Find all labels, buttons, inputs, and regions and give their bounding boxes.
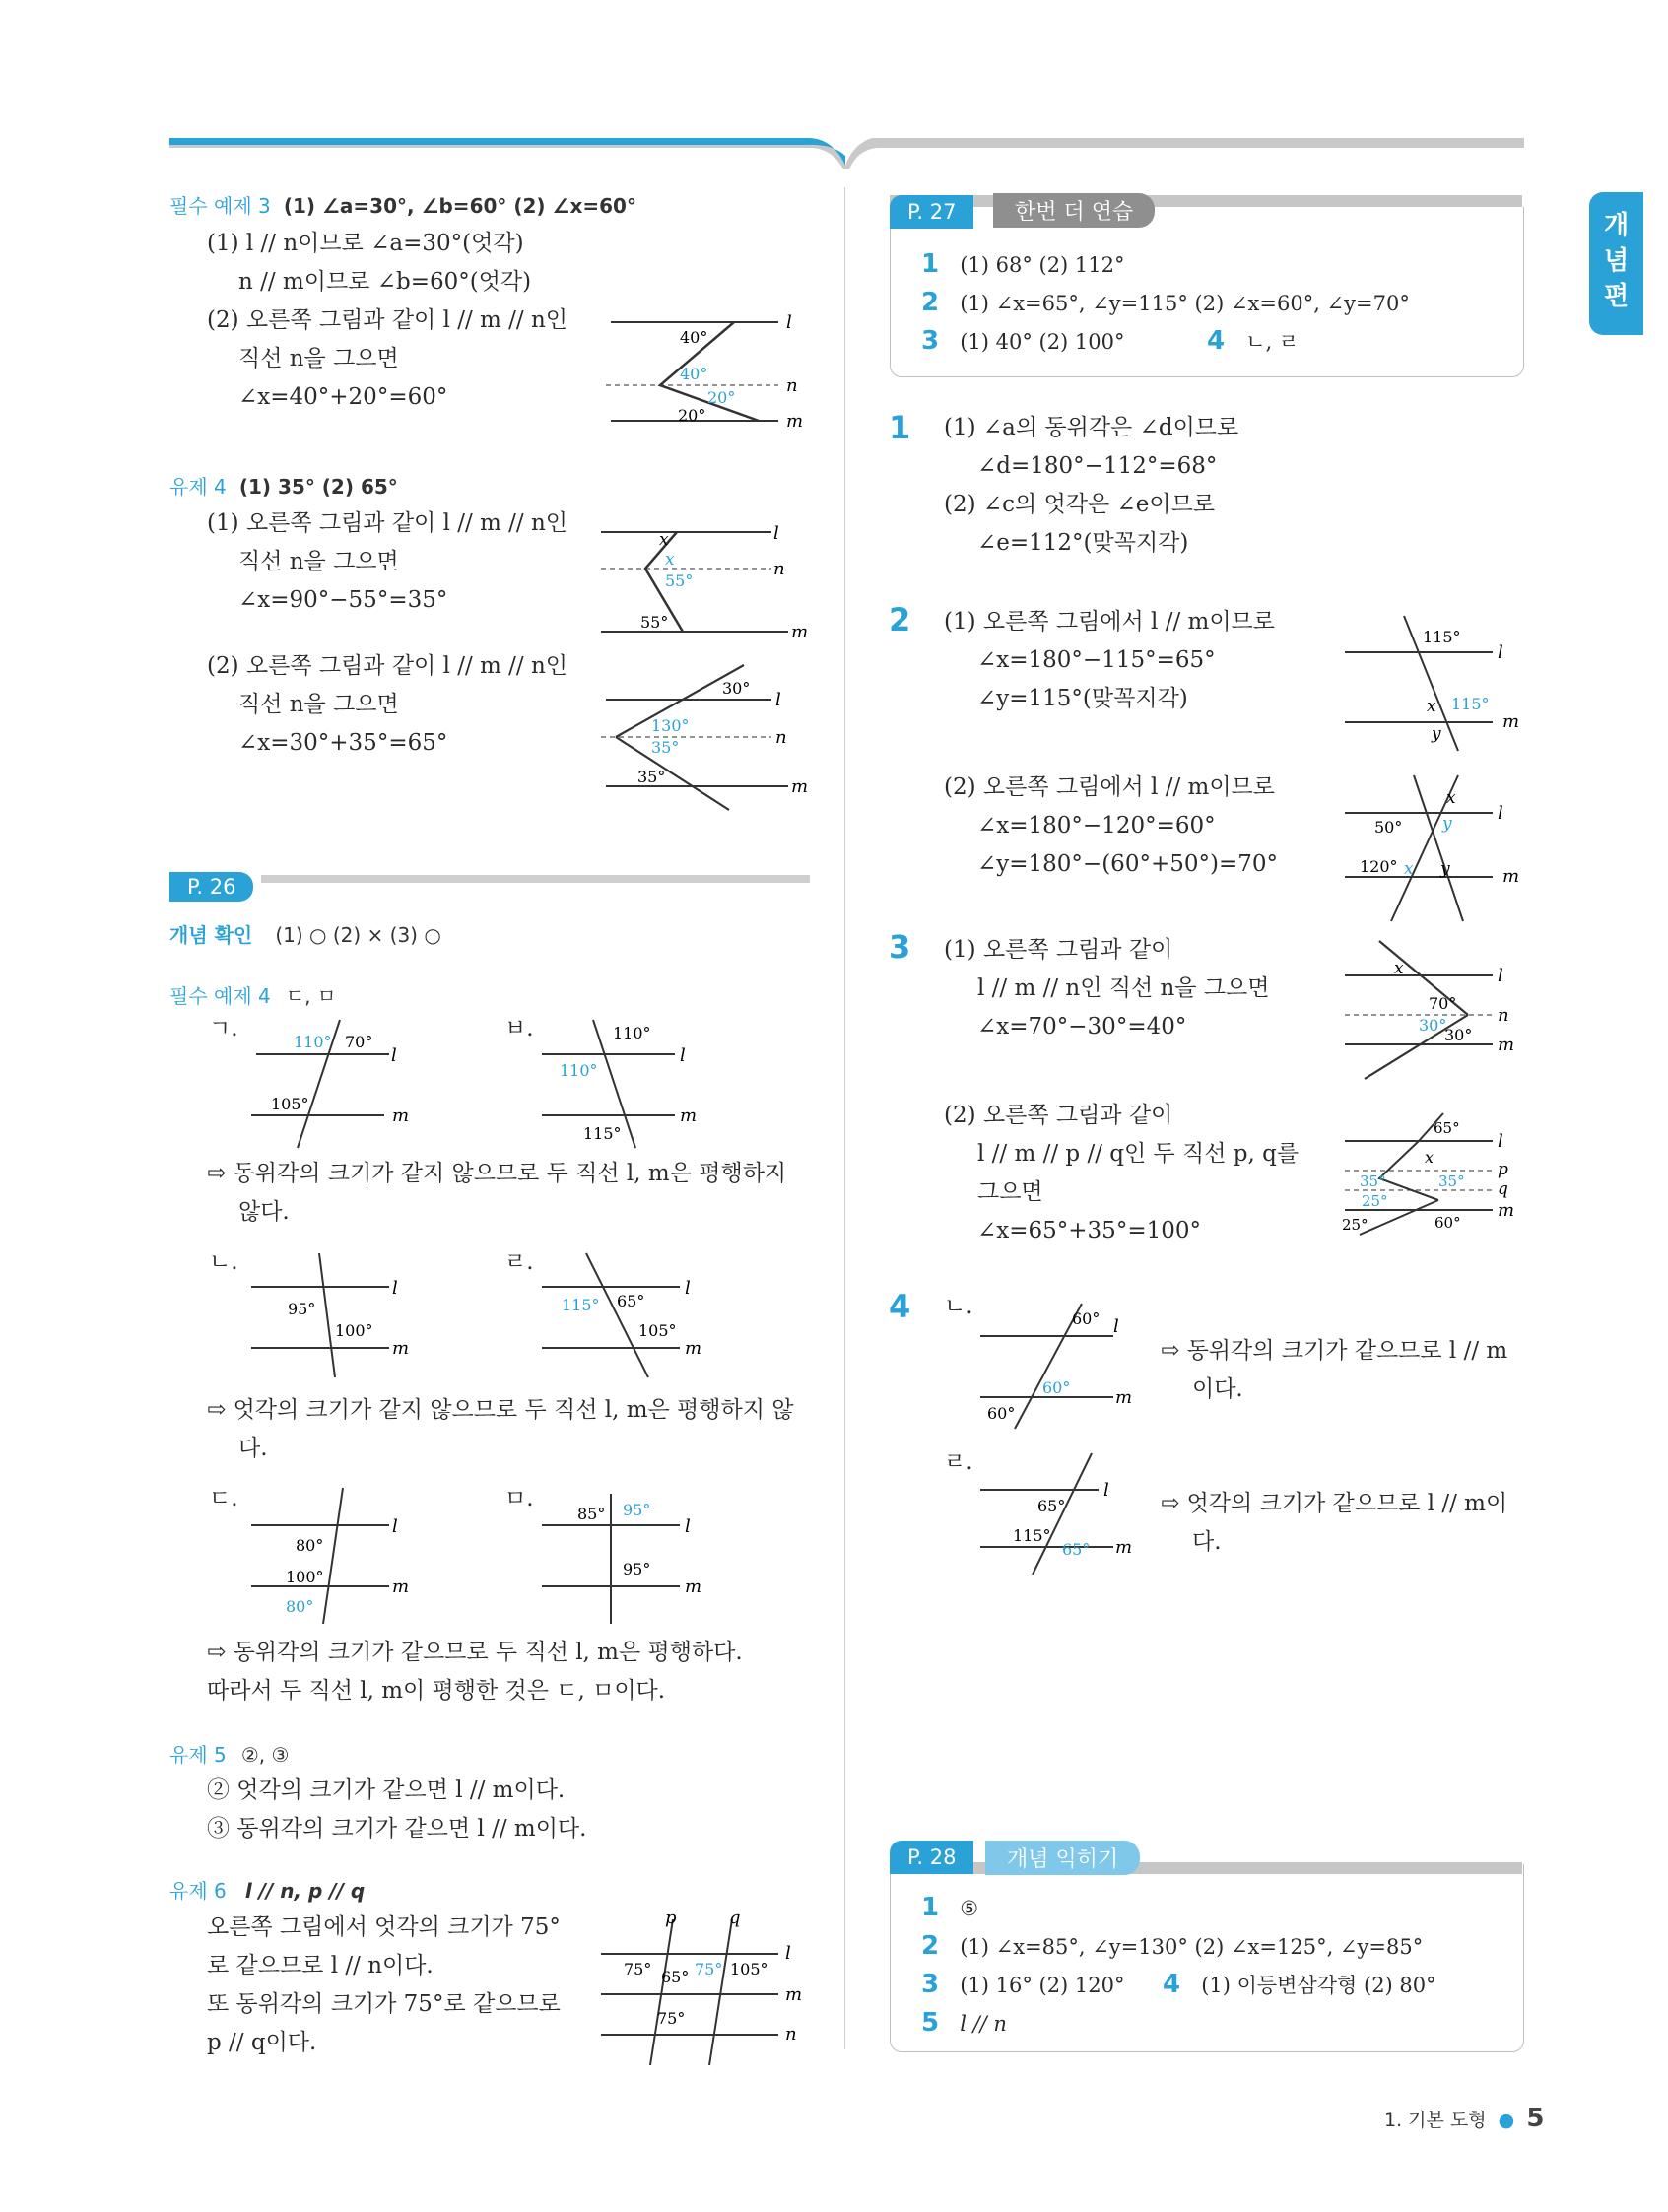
line-label: p [665,1910,677,1928]
line-label: l [785,1943,791,1964]
p26-pill: P. 26 [169,872,253,902]
row-number: 2 [921,1931,940,1961]
s2-line: (2) 오른쪽 그림에서 l // m이므로 [944,774,1275,800]
line-label: m [786,411,804,432]
s3-line: (2) 오른쪽 그림과 같이 [944,1103,1173,1128]
choice-mark: ㄹ. [504,1249,534,1275]
note-text: 다. [1192,1529,1222,1555]
line-label: m [392,1576,410,1597]
s3-line: (1) 오른쪽 그림과 같이 [944,937,1173,963]
s4-figure-2 [975,1448,1153,1576]
line-label: m [1502,866,1520,887]
p27-title: 한번 더 연습 [993,193,1155,228]
s2-line: (1) 오른쪽 그림에서 l // m이므로 [944,609,1275,635]
angle-label: 35° [637,768,666,786]
angle-label: y [1440,859,1450,879]
angle-label: 30° [1419,1016,1447,1035]
yu4-line: (1) 오른쪽 그림과 같이 l // m // n인 [207,510,568,536]
ex3-line: n // m이므로 ∠b=60°(엇각) [238,269,532,295]
yu4-label: 유제 4 [169,475,227,499]
ex4-answer: ㄷ, ㅁ [285,984,337,1008]
line-label: l [685,1278,691,1299]
s2-line: ∠y=180°−(60°+50°)=70° [977,851,1278,877]
page-number: 5 [1526,2104,1545,2133]
side-tab [1589,192,1643,335]
angle-label: 60° [1434,1214,1461,1232]
side-tab-char: 개 [1603,211,1630,240]
row-text: (1) 40° (2) 100° [960,330,1125,354]
angle-label: 75° [624,1960,652,1978]
ex4-label: 필수 예제 4 [169,984,271,1008]
s3-figure-2 [1340,1111,1537,1240]
s2-line: ∠y=115°(맞꼭지각) [977,686,1188,711]
angle-label: 115° [1013,1526,1051,1545]
line-label: m [791,776,809,797]
p27-pill: P. 27 [890,195,973,229]
yu6-line: 오른쪽 그림에서 엇각의 크기가 75° [207,1914,561,1940]
yu5-label: 유제 5 [169,1743,227,1767]
note-text: ⇨ 동위각의 크기가 같지 않으므로 두 직선 l, m은 평행하지 [207,1161,787,1186]
angle-label: 30° [722,679,751,698]
yu6-line: 또 동위각의 크기가 75°로 같으므로 [207,1991,561,2017]
p27-row [921,246,1125,284]
row-number: 3 [921,1970,940,1999]
s1-line: (2) ∠c의 엇각은 ∠e이므로 [944,492,1216,517]
p27-row [1207,323,1299,361]
angle-label: 95° [288,1300,316,1318]
line-label: m [1115,1387,1133,1408]
row-text: (1) 16° (2) 120° [960,1974,1125,1997]
angle-label: 75° [657,2009,686,2028]
angle-label: 130° [651,716,690,735]
line-label: m [791,622,809,642]
angle-label: 35° [651,738,680,757]
angle-label: 25° [1342,1216,1368,1234]
line-label: l [1498,642,1503,663]
line-label: q [729,1910,741,1928]
line-label: l [1498,1131,1503,1152]
row-number: 4 [1163,1970,1181,1999]
angle-label: 60° [1042,1378,1071,1397]
footer-chapter: 1. 기본 도형 [1384,2110,1487,2131]
line-label: l [391,1045,397,1066]
angle-label: 115° [1423,628,1461,646]
note-text: 다. [238,1436,268,1461]
choice-mark: ㄴ. [209,1249,238,1275]
angle-label: 60° [987,1404,1016,1423]
angle-label: 105° [730,1960,768,1978]
angle-label: 60° [1072,1309,1101,1328]
line-label: l [1113,1316,1119,1337]
line-label: m [1502,711,1520,732]
angle-label: y [1442,814,1452,834]
angle-label: 95° [623,1560,651,1578]
row-number: 4 [1207,326,1226,356]
line-label: m [685,1576,702,1597]
s2-figure-2 [1340,773,1537,926]
side-tab-char: 념 [1603,246,1630,276]
yu6-line: p // q이다. [207,2030,317,2055]
row-number: 1 [921,249,940,279]
angle-label: 40° [680,365,708,383]
angle-label: 40° [680,328,708,347]
angle-label: 35° [1360,1173,1386,1190]
fig-nieun [236,1251,434,1379]
note-text: 않다. [238,1199,290,1225]
angle-label: 110° [560,1061,598,1080]
ex3-label: 필수 예제 3 [169,194,271,218]
angle-label: y [1432,724,1441,744]
ex3-header [169,190,636,219]
row-number: 5 [921,2008,940,2038]
fig-rieul [532,1251,729,1379]
fig-mieum [532,1486,729,1629]
note-text: 따라서 두 직선 l, m이 평행한 것은 ㄷ, ㅁ이다. [207,1678,666,1704]
line-label: l [1103,1480,1109,1501]
angle-label: 100° [286,1568,324,1586]
concept-answer: (1) ○ (2) × (3) ○ [275,923,441,947]
line-label: m [685,1338,702,1359]
angle-label: 85° [577,1505,606,1523]
ex3-line: ∠x=40°+20°=60° [238,384,448,410]
angle-label: 50° [1374,818,1403,837]
yu6-figure [596,1910,813,2067]
angle-label: 25° [1362,1192,1388,1210]
angle-label: x [1394,959,1404,978]
yu4-figure-2 [596,660,813,818]
angle-label: 20° [678,406,706,425]
line-label: n [773,559,785,579]
yu4-line: 직선 n을 그으면 [238,692,399,717]
choice-mark: ㄱ. [209,1016,238,1041]
yu6-label: 유제 6 [169,1879,227,1903]
angle-label: 120° [1360,857,1398,876]
fig-bieup [532,1015,729,1153]
column-divider [844,187,845,2049]
angle-label: 30° [1444,1026,1473,1044]
angle-label: x [1404,859,1414,879]
choice-mark: ㅂ. [504,1016,534,1041]
s2-line: ∠x=180°−115°=65° [977,647,1216,673]
line-label: l [685,1516,691,1537]
choice-mark: ㄹ. [944,1449,973,1475]
angle-label: 55° [640,613,669,632]
p28-row [921,1967,1125,2004]
p28-row [921,2005,1007,2043]
line-label: m [392,1338,410,1359]
p28-pill: P. 28 [890,1841,973,1874]
angle-label: 110° [294,1033,332,1051]
s1-line: (1) ∠a의 동위각은 ∠d이므로 [944,415,1239,440]
angle-label: x [1425,1148,1434,1167]
yu4-line: ∠x=90°−55°=35° [238,587,448,613]
ex4-header [169,980,336,1009]
angle-label: 70° [345,1033,373,1051]
row-number: 3 [921,326,940,356]
choice-mark: ㄷ. [209,1486,238,1511]
yu6-header [169,1875,365,1904]
yu4-line: (2) 오른쪽 그림과 같이 l // m // n인 [207,653,568,679]
row-text: (1) ∠x=65°, ∠y=115° (2) ∠x=60°, ∠y=70° [960,292,1410,315]
row-text: (1) 68° (2) 112° [960,253,1125,277]
yu5-header [169,1739,289,1768]
yu4-line: ∠x=30°+35°=65° [238,730,448,756]
angle-label: 75° [695,1960,723,1978]
row-text: ⑤ [960,1897,979,1920]
yu6-answer: l // n, p // q [244,1879,366,1903]
s3-line: l // m // p // q인 두 직선 p, q를 [977,1141,1300,1167]
note-text: ⇨ 동위각의 크기가 같으므로 두 직선 l, m은 평행하다. [207,1640,743,1665]
yu4-line: 직선 n을 그으면 [238,549,399,574]
s1-line: ∠e=112°(맞꼭지각) [977,530,1189,556]
angle-label: 65° [1037,1497,1066,1515]
yu5-line: ② 엇각의 크기가 같으면 l // m이다. [207,1777,566,1803]
line-label: l [775,690,781,710]
row-number: 2 [921,288,940,317]
s2-figure-1 [1340,611,1537,754]
angle-label: x [1427,697,1436,716]
solution-number: 1 [889,409,911,446]
angle-label: 65° [661,1968,690,1986]
line-label: m [1498,1035,1515,1055]
s3-line: ∠x=70°−30°=40° [977,1014,1187,1039]
s2-line: ∠x=180°−120°=60° [977,813,1216,838]
s4-figure-1 [975,1299,1153,1432]
p28-header [890,1841,1522,1874]
line-label: l [786,312,792,333]
fig-giyeok [236,1015,434,1153]
angle-label: x [665,550,675,570]
s1-line: ∠d=180°−112°=68° [977,453,1218,479]
yu5-answer: ②, ③ [240,1743,290,1767]
s3-line: l // m // n인 직선 n을 그으면 [977,975,1270,1001]
line-label: m [1498,1200,1515,1221]
s3-figure-1 [1340,936,1537,1084]
choice-mark: ㄴ. [944,1294,973,1319]
p28-row [921,1890,978,1927]
line-label: m [1115,1537,1133,1558]
line-label: l [392,1278,398,1299]
line-label: m [680,1106,698,1126]
line-label: p [1498,1160,1508,1179]
p28-title: 개념 익히기 [985,1841,1140,1875]
line-label: q [1498,1179,1508,1199]
note-text: ⇨ 엇각의 크기가 같지 않으므로 두 직선 l, m은 평행하지 않 [207,1397,794,1423]
p27-row [921,285,1410,322]
angle-label: 65° [1062,1540,1091,1559]
row-text: ㄴ, ㄹ [1245,330,1300,354]
ex3-line: 직선 n을 그으면 [238,346,399,371]
line-label: n [775,727,787,748]
line-label: n [1498,1005,1509,1026]
p28-row [1163,1967,1436,2004]
p26-rule [261,875,810,883]
angle-label: 105° [271,1095,309,1113]
note-text: ⇨ 동위각의 크기가 같으므로 l // m [1161,1338,1508,1364]
line-label: l [773,523,779,544]
footer [1384,2104,1544,2133]
angle-label: 65° [1434,1119,1460,1137]
angle-label: 115° [562,1296,600,1314]
angle-label: x [1446,788,1456,808]
line-label: m [785,1984,803,2005]
line-label: l [680,1045,686,1066]
yu4-header [169,471,398,500]
solution-number: 2 [889,601,911,638]
choice-mark: ㅁ. [504,1486,534,1511]
angle-label: x [659,530,669,550]
side-tab-char: 편 [1603,282,1630,311]
line-label: l [392,1516,398,1537]
p28-row [921,1928,1423,1966]
footer-bullet-icon: ● [1498,2110,1515,2131]
s3-line: ∠x=65°+35°=100° [977,1218,1201,1243]
yu6-line: 로 같으므로 l // n이다. [207,1953,434,1978]
row-number: 1 [921,1893,940,1922]
p27-header [890,195,1522,225]
angle-label: 100° [335,1321,373,1340]
ex3-answer: (1) ∠a=30°, ∠b=60° (2) ∠x=60° [283,194,636,218]
yu4-figure-1 [596,517,813,645]
note-text: ⇨ 엇각의 크기가 같으므로 l // m이 [1161,1491,1508,1516]
line-label: l [1498,966,1503,986]
ex3-line: (2) 오른쪽 그림과 같이 l // m // n인 [207,307,568,333]
angle-label: 80° [286,1597,314,1616]
row-text: (1) 이등변삼각형 (2) 80° [1201,1974,1436,1997]
angle-label: 35° [1438,1173,1465,1190]
concept-check [169,919,441,948]
p27-row [921,323,1125,361]
angle-label: 95° [623,1501,651,1519]
angle-label: 80° [296,1536,324,1555]
solution-number: 4 [889,1288,911,1325]
concept-label: 개념 확인 [169,923,253,947]
angle-label: 55° [665,571,694,590]
row-text: (1) ∠x=85°, ∠y=130° (2) ∠x=125°, ∠y=85° [960,1935,1424,1959]
s3-line: 그으면 [977,1179,1043,1205]
row-text: l // n [960,2012,1007,2036]
note-text: 이다. [1192,1376,1243,1402]
angle-label: 70° [1429,994,1457,1013]
ex3-line: (1) l // n이므로 ∠a=30°(엇각) [207,231,524,256]
solution-number: 3 [889,928,911,966]
angle-label: 110° [613,1024,651,1042]
yu4-answer: (1) 35° (2) 65° [238,475,398,499]
ex3-figure [601,310,818,438]
line-label: n [786,375,798,396]
line-label: m [392,1106,410,1126]
yu5-line: ③ 동위각의 크기가 같으면 l // m이다. [207,1816,587,1842]
angle-label: 105° [638,1321,677,1340]
line-label: n [785,2024,797,2044]
angle-label: 115° [1451,695,1490,713]
angle-label: 115° [583,1124,622,1143]
fig-digeut [236,1486,434,1629]
header-bands [0,0,1668,177]
angle-label: 65° [617,1292,645,1310]
angle-label: 20° [707,388,736,407]
line-label: l [1498,803,1503,824]
